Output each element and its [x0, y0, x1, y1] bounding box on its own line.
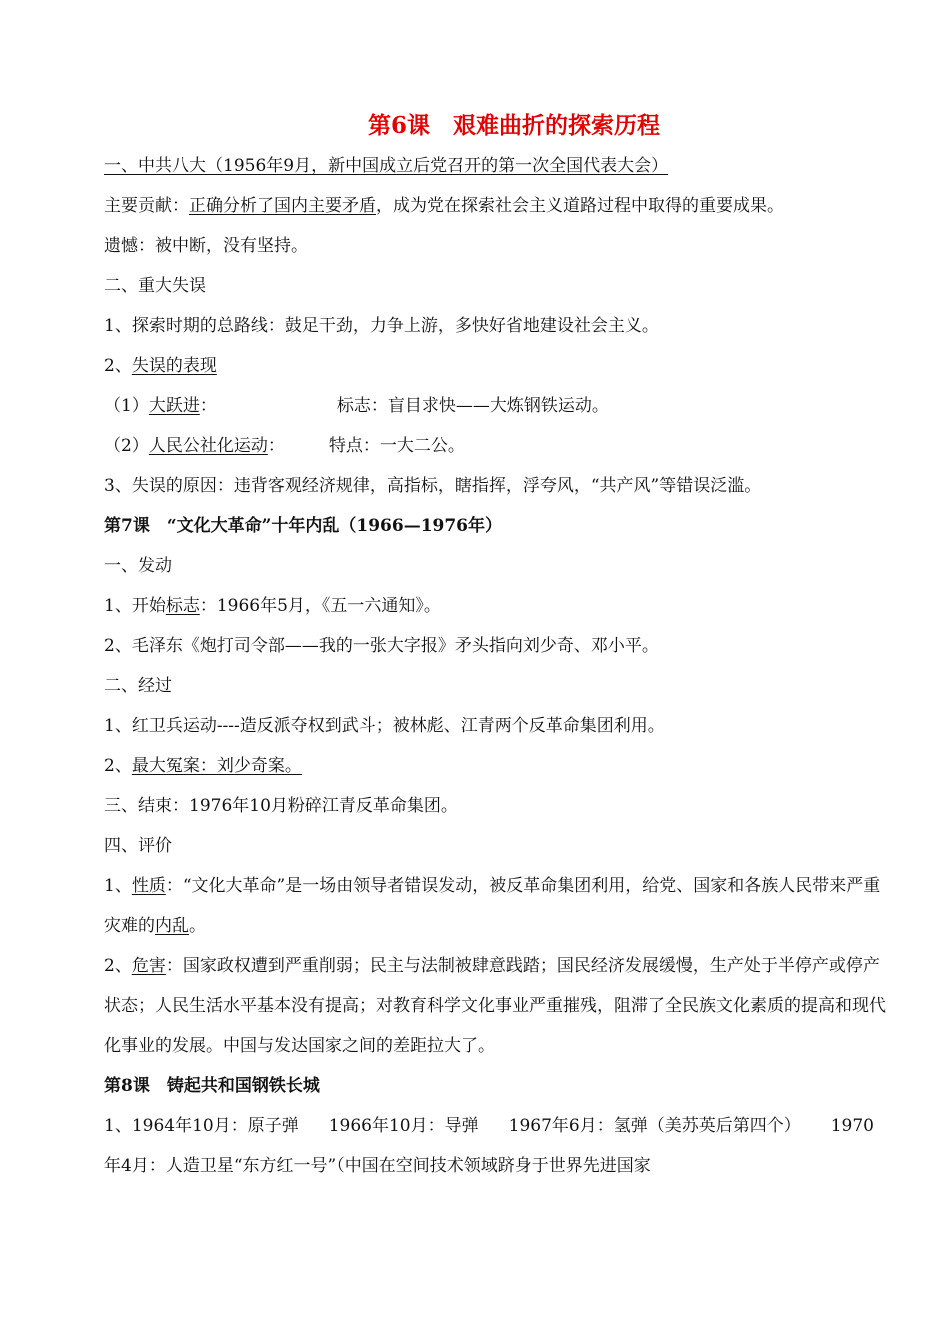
harm-paragraph [104, 946, 890, 1066]
s2-item2-num: 2、 [104, 356, 132, 376]
lesson7-s2-item2 [104, 746, 890, 786]
leap-colon: ： [199, 396, 217, 416]
contribution-rest: ，成为党在探索社会主义道路过程中取得的重要成果。 [376, 196, 784, 216]
nature-paragraph [104, 866, 890, 946]
s1-item1-underlined: 标志 [165, 596, 200, 616]
lesson8-title: 第8课 铸起共和国钢铁长城 [104, 1076, 320, 1096]
nature-end: 。 [189, 916, 206, 936]
nature-num: 1、 [104, 876, 132, 896]
leap-desc: 标志：盲目求快——大炼钢铁运动。 [336, 396, 609, 416]
lesson6-s2-item2 [104, 346, 890, 386]
lesson8-item1 [104, 1106, 890, 1186]
leap-underlined: 大跃进 [148, 396, 200, 416]
commune-item [104, 426, 890, 466]
item1-d: 1970年4月：人造卫星“东方红一号”（中国在空间技术领域跻身于世界先进国家 [104, 1116, 874, 1176]
lesson6-regret: 遗憾：被中断，没有坚持。 [104, 236, 308, 256]
commune-underlined: 人民公社化运动 [148, 436, 268, 456]
leap-num: （1） [104, 396, 149, 416]
s2-item2-underlined: 失误的表现 [131, 356, 217, 376]
lesson7-s3: 三、结束：1976年10月粉碎江青反革命集团。 [104, 796, 458, 816]
item1-b: 1966年10月：导弹 [328, 1116, 479, 1136]
harm-underlined: 危害 [131, 956, 166, 976]
nature-underlined: 性质 [131, 876, 166, 896]
lesson6-s1-heading [104, 146, 890, 186]
lesson7-s4-heading: 四、评价 [104, 836, 172, 856]
lesson6-s1-heading-text: 一、中共八大（1956年9月，新中国成立后党召开的第一次全国代表大会） [104, 156, 669, 176]
item1-a: 1、1964年10月：原子弹 [104, 1116, 299, 1136]
lesson7-s2-item1: 1、红卫兵运动----造反派夺权到武斗；被林彪、江青两个反革命集团利用。 [104, 716, 665, 736]
lesson7-s1-item2: 2、毛泽东《炮打司令部——我的一张大字报》矛头指向刘少奇、邓小平。 [104, 636, 659, 656]
s2-item2-underlined7: 最大冤案：刘少奇案。 [131, 756, 302, 776]
item1-c: 1967年6月：氢弹（美苏英后第四个） [508, 1116, 801, 1136]
s1-item1-rest: ：1966年5月，《五一六通知》。 [199, 596, 441, 616]
lesson7-s1-heading: 一、发动 [104, 556, 172, 576]
commune-num: （2） [104, 436, 149, 456]
lesson7-title: 第7课 “文化大革命”十年内乱（1966—1976年） [104, 516, 503, 536]
lesson7-s1-item1 [104, 586, 890, 626]
contribution-underlined: 正确分析了国内主要矛盾 [189, 196, 376, 216]
harm-text: ：国家政权遭到严重削弱；民主与法制被肆意践踏；国民经济发展缓慢，生产处于半停产或停产状态；人民生活水平基本没有提高；对教育科学文化事业严重摧残，阻滞了全民族文化素质的提高和现代化事业的发展。中国与发达国家之间的差距拉大了。 [104, 956, 886, 1056]
lesson6-title: 第6课 艰难曲折的探索历程 [367, 112, 660, 139]
lesson7-s2-heading: 二、经过 [104, 676, 172, 696]
lesson6-s2-item3: 3、失误的原因：违背客观经济规律，高指标，瞎指挥，浮夸风，“共产风”等错误泛滥。 [104, 476, 762, 496]
lesson6-s2-heading: 二、重大失误 [104, 276, 206, 296]
nature-text: ：“文化大革命”是一场由领导者错误发动，被反革命集团利用，给党、国家和各族人民带来严重灾难的 [104, 876, 881, 936]
commune-desc: 特点：一大二公。 [328, 436, 465, 456]
commune-colon: ： [267, 436, 285, 456]
s1-item1-pre: 1、开始 [104, 596, 166, 616]
lesson6-s2-item1: 1、探索时期的总路线：鼓足干劲，力争上游，多快好省地建设社会主义。 [104, 316, 659, 336]
nature-underlined2: 内乱 [155, 916, 189, 936]
great-leap-item [104, 386, 890, 426]
harm-num: 2、 [104, 956, 132, 976]
lesson6-contribution [104, 186, 890, 226]
s2-item2-num7: 2、 [104, 756, 132, 776]
contribution-label: 主要贡献： [104, 196, 189, 216]
